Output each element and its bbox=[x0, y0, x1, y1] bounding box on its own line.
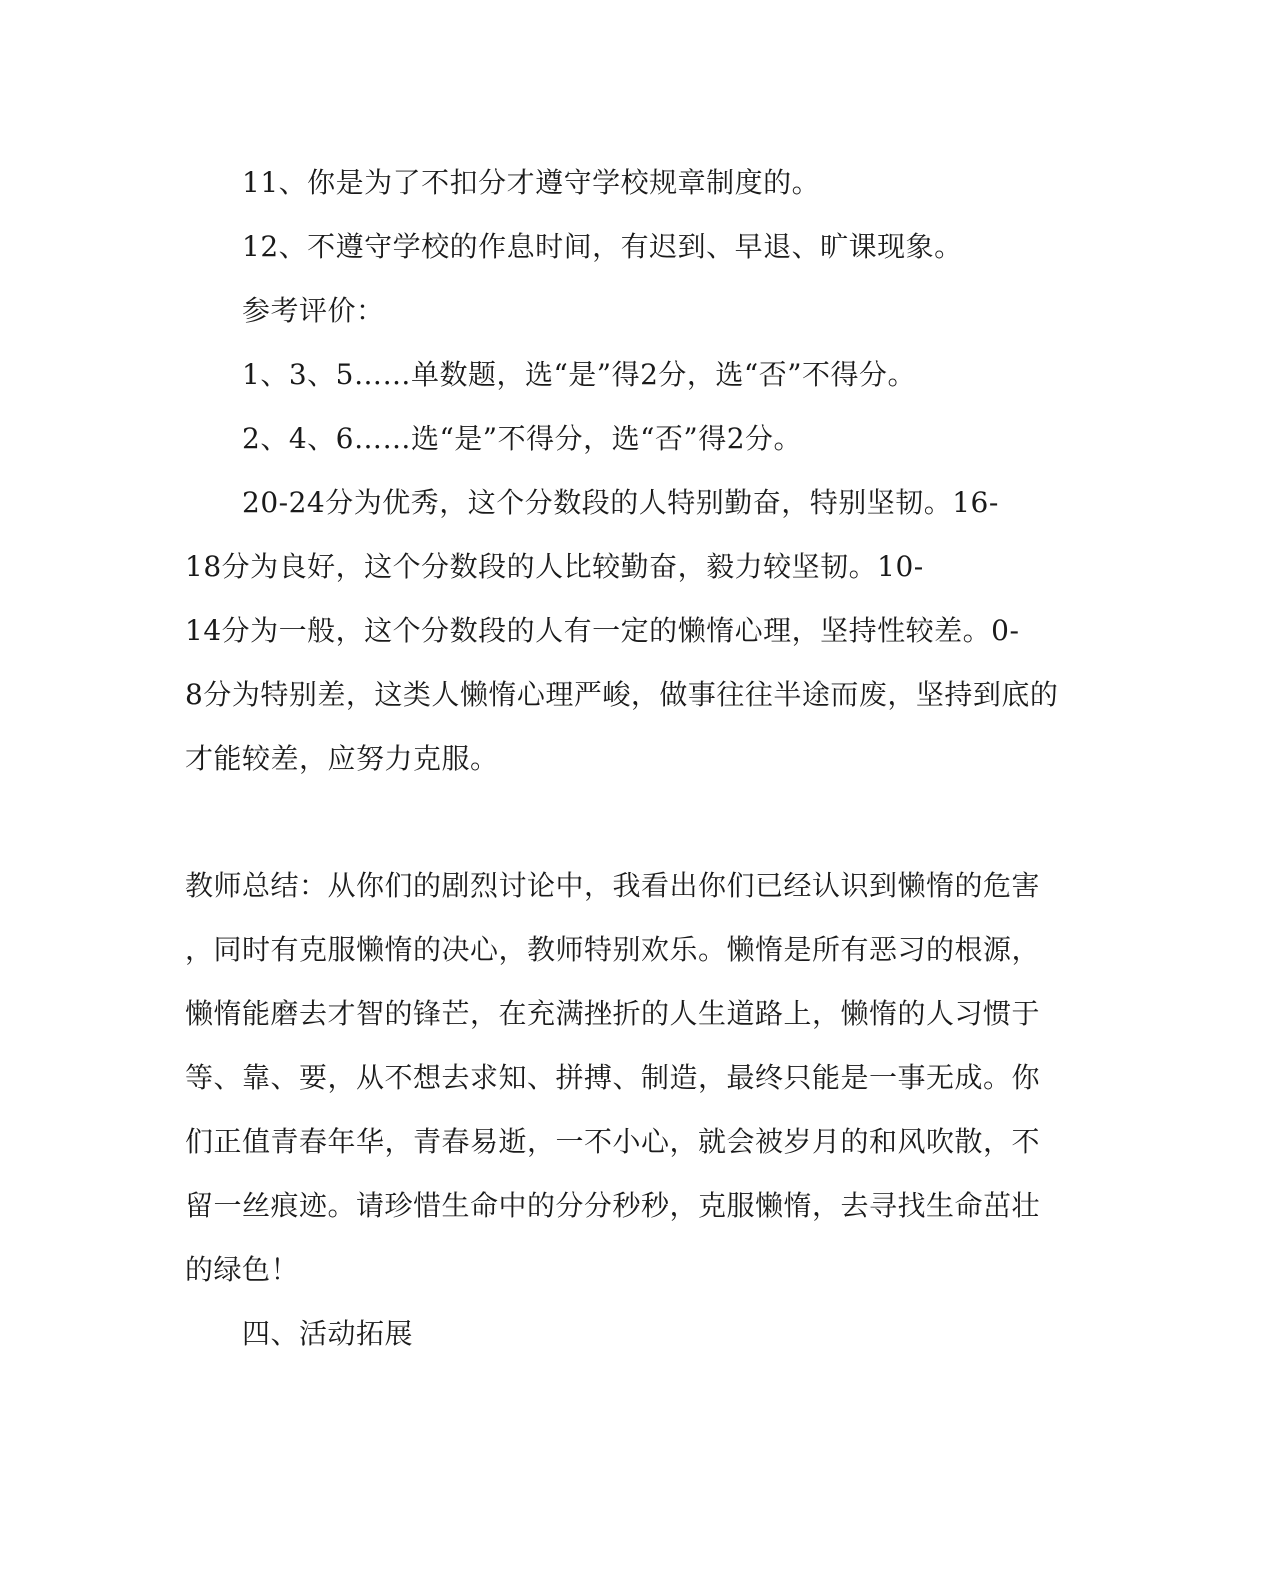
item-11: 11、你是为了不扣分才遵守学校规章制度的。 bbox=[242, 166, 821, 199]
score-band-line-5: 才能较差，应努力克服。 bbox=[185, 742, 499, 775]
teacher-summary-line-1: 教师总结：从你们的剧烈讨论中，我看出你们已经认识到懒惰的危害 bbox=[185, 869, 1041, 902]
scoring-rule-even: 2、4、6……选“是”不得分，选“否”得2分。 bbox=[242, 422, 803, 455]
teacher-summary-line-3: 懒惰能磨去才智的锋芒，在充满挫折的人生道路上，懒惰的人习惯于 bbox=[185, 997, 1041, 1030]
teacher-summary-line-6: 留一丝痕迹。请珍惜生命中的分分秒秒，克服懒惰，去寻找生命茁壮 bbox=[185, 1189, 1041, 1222]
score-band-line-3: 14分为一般，这个分数段的人有一定的懒惰心理，坚持性较差。0- bbox=[185, 614, 1020, 647]
scoring-rule-odd: 1、3、5……单数题，选“是”得2分，选“否”不得分。 bbox=[242, 358, 917, 391]
teacher-summary-line-4: 等、靠、要，从不想去求知、拼搏、制造，最终只能是一事无成。你 bbox=[185, 1061, 1041, 1094]
score-band-line-4: 8分为特别差，这类人懒惰心理严峻，做事往往半途而废，坚持到底的 bbox=[185, 678, 1059, 711]
evaluation-heading: 参考评价： bbox=[242, 294, 385, 327]
score-band-line-2: 18分为良好，这个分数段的人比较勤奋，毅力较坚韧。10- bbox=[185, 550, 924, 583]
section-heading-activity-extension: 四、活动拓展 bbox=[242, 1317, 414, 1350]
teacher-summary-line-2: ，同时有克服懒惰的决心，教师特别欢乐。懒惰是所有恶习的根源， bbox=[185, 933, 1041, 966]
item-12: 12、不遵守学校的作息时间，有迟到、早退、旷课现象。 bbox=[242, 230, 963, 263]
teacher-summary-line-7: 的绿色！ bbox=[185, 1253, 300, 1286]
score-band-line-1: 20-24分为优秀，这个分数段的人特别勤奋，特别坚韧。16- bbox=[242, 486, 999, 519]
teacher-summary-line-5: 们正值青春年华，青春易逝，一不小心，就会被岁月的和风吹散，不 bbox=[185, 1125, 1041, 1158]
